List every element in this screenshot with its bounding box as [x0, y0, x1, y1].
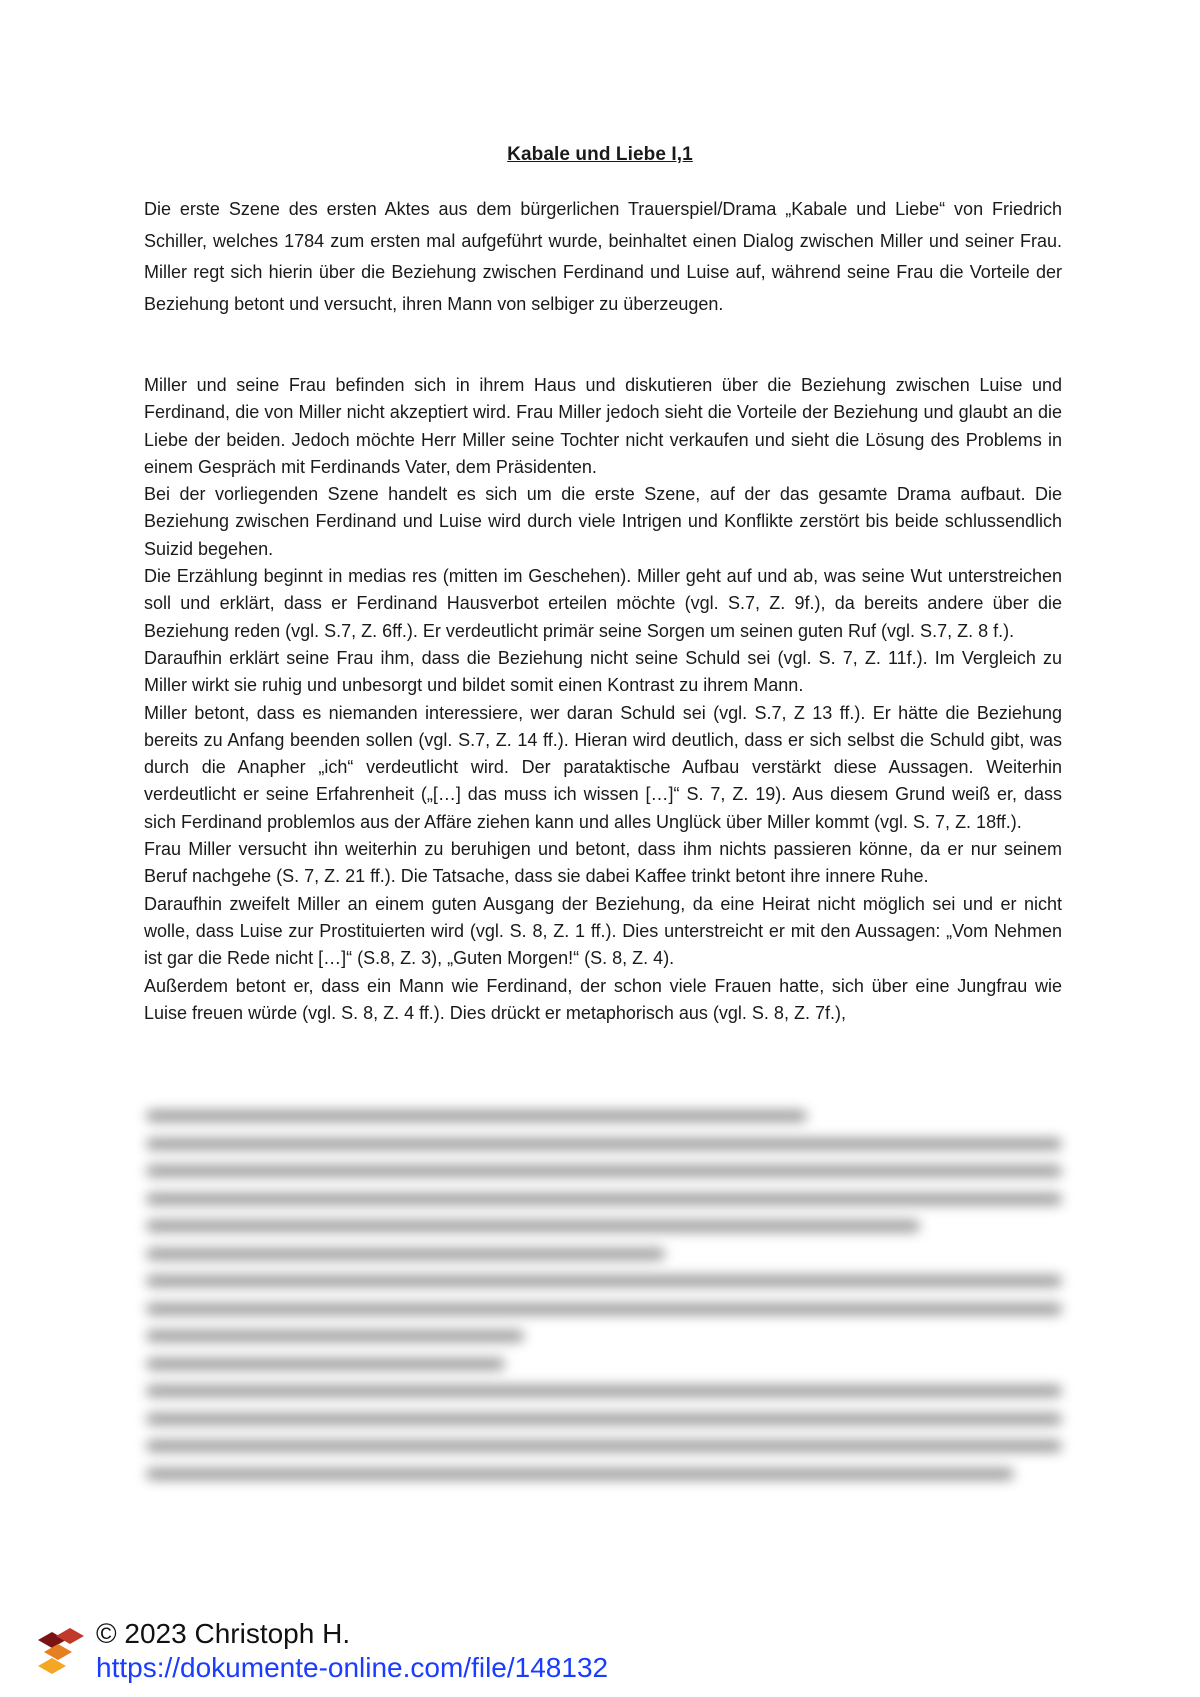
body-paragraph-7: Daraufhin zweifelt Miller an einem guten Ausgang der Beziehung, da eine Heirat nicht möglich sei und er nicht wolle, dass Luise zur Prostituierten wird (vgl. S. 8, Z. 1 ff.). Dies unterstreicht er mit den Aussagen: „Vom Nehmen ist gar die Rede nicht […]“ (S.8, Z. 3), „Guten Morgen!“ (S. 8, Z. 4). — [144, 893, 1062, 969]
dokumente-online-logo-icon — [36, 1626, 88, 1676]
footer-copyright: © 2023 Christoph H. — [96, 1618, 351, 1649]
intro-paragraph — [144, 194, 1062, 320]
document-body — [144, 372, 1062, 1027]
body-paragraph-4: Daraufhin erklärt seine Frau ihm, dass die Beziehung nicht seine Schuld sei (vgl. S. 7, Z. 11f.). Im Vergleich zu Miller wirkt sie ruhig und unbesorgt und bildet somit einen Kontrast zu ihrem Mann. — [144, 647, 1062, 696]
body-paragraph-2: Bei der vorliegenden Szene handelt es sich um die erste Szene, auf der das gesamte Drama aufbaut. Die Beziehung zwischen Ferdinand und Luise wird durch viele Intrigen und Konflikte zerstört bis beide schlussendlich Suizid begehen. — [144, 484, 1062, 559]
body-paragraph-3: Die Erzählung beginnt in medias res (mitten im Geschehen). Miller geht auf und ab, was seine Wut unterstreichen soll und erklärt, dass er Ferdinand Hausverbot erteilen möchte (vgl. S.7, Z. 9f.), da bereits andere über die Beziehung reden (vgl. S.7, Z. 6ff.). Er verdeutlicht primär seine Sorgen um seinen guten Ruf (vgl. S.7, Z. 8 f.). — [144, 566, 1062, 641]
footer — [36, 1618, 796, 1688]
document-title: Kabale und Liebe I,1 — [507, 144, 693, 165]
footer-url-link[interactable]: https://dokumente-online.com/file/148132 — [96, 1652, 609, 1683]
body-paragraph-1: Miller und seine Frau befinden sich in ihrem Haus und diskutieren über die Beziehung zwischen Luise und Ferdinand, die von Miller nicht akzeptiert wird. Frau Miller jedoch sieht die Vorteile der Beziehung und glaubt an die Liebe der beiden. Jedoch möchte Herr Miller seine Tochter nicht verkaufen und sieht die Lösung des Problems in einem Gespräch mit Ferdinands Vater, dem Präsidenten. — [144, 375, 1062, 477]
body-paragraph-8: Außerdem betont er, dass ein Mann wie Ferdinand, der schon viele Frauen hatte, sich über eine Jungfrau wie Luise freuen würde (vgl. S. 8, Z. 4 ff.). Dies drückt er metaphorisch aus (vgl. S. 8, Z. 7f.), — [144, 975, 1062, 1023]
blurred-preview-area — [132, 1110, 1076, 1560]
body-paragraph-5: Miller betont, dass es niemanden interessiere, wer daran Schuld sei (vgl. S.7, Z 13 ff.). Er hätte die Beziehung bereits zu Anfang beenden sollen (vgl. S.7, Z. 14 ff.). Hieran wird deutlich, dass er sich selbst die Schuld gibt, was durch die Anapher „ich“ verdeutlicht wird. Der parataktische Aufbau verstärkt diese Aussagen. Weiterhin verdeutlicht er seine Erfahrenheit („[…] das muss ich wissen […]“ S. 7, Z. 19). Aus diesem Grund weiß er, dass sich Ferdinand problemlos aus der Affäre ziehen kann und alles Unglück über Miller kommt (vgl. S. 7, Z. 18ff.). — [144, 702, 1062, 832]
intro-text: Die erste Szene des ersten Aktes aus dem bürgerlichen Trauerspiel/Drama „Kabale und Liebe“ von Friedrich Schiller, welches 1784 zum ersten mal aufgeführt wurde, beinhaltet einen Dialog zwischen Miller und seiner Frau. Miller regt sich hierin über die Beziehung zwischen Ferdinand und Luise auf, während seine Frau die Vorteile der Beziehung betont und versucht, ihren Mann von selbiger zu überzeugen. — [144, 199, 1062, 314]
body-paragraph-6: Frau Miller versucht ihn weiterhin zu beruhigen und betont, dass ihm nichts passieren könne, da er nur seinem Beruf nachgehe (S. 7, Z. 21 ff.). Die Tatsache, dass sie dabei Kaffee trinkt betont ihre innere Ruhe. — [144, 839, 1062, 887]
